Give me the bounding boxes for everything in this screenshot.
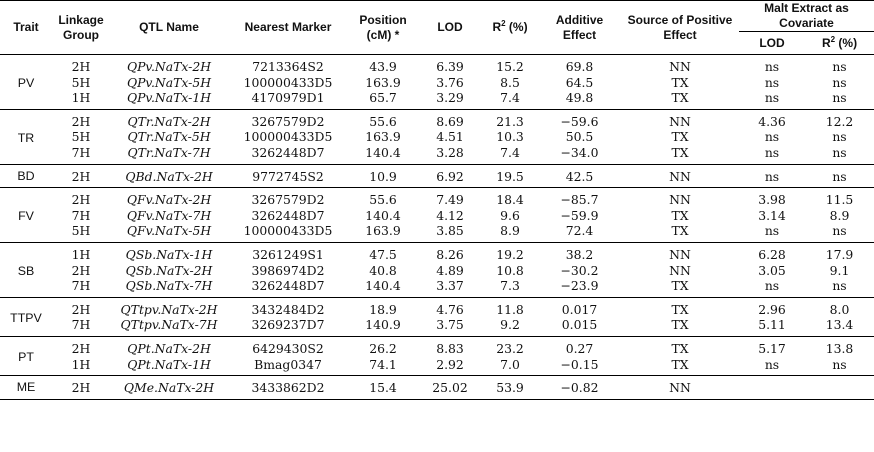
lod-cell: 4.89 [436,262,464,278]
source-cell: TX [671,144,689,160]
me-r2-cell: ns [832,278,847,294]
trait-group [0,242,874,297]
me-r2-cell: 12.2 [825,113,854,129]
position-cell: 163.9 [365,223,401,239]
trait-cell: FV [18,209,34,224]
linkage-group-cell: 5H [71,74,91,90]
me-lod-cell: ns [764,59,780,74]
me-lod-cell: ns [764,90,780,106]
source-cell: NN [669,246,691,262]
source-cell: NN [669,262,691,278]
table-row [0,164,874,188]
table-row [0,208,874,224]
me-r2-cell: ns [832,144,847,160]
lod-cell: 3.85 [436,223,464,239]
qtl-name-cell: QBd.NaTx-2H [125,168,213,184]
r2-cell: 23.2 [496,340,524,356]
lod-cell: 8.69 [436,113,464,129]
lod-cell: 3.28 [436,144,464,160]
me-r2-cell: 9.1 [829,262,850,278]
linkage-group-cell: 2H [71,340,91,356]
header-me-lod: LOD [759,35,785,50]
nearest-marker-cell: 100000433D5 [243,74,333,90]
position-cell: 55.6 [369,113,397,129]
nearest-marker-cell: Bmag0347 [254,356,322,372]
nearest-marker-cell: 4170979D1 [251,90,325,106]
r2-cell: 19.5 [496,168,524,184]
r2-cell: 9.2 [500,317,520,333]
linkage-group-cell: 7H [71,207,91,223]
linkage-group-cell: 2H [71,59,91,74]
table-row [0,317,874,336]
table-row [0,109,874,129]
qtl-name-cell: QFv.NaTx-5H [126,223,212,239]
table-row [0,55,874,75]
qtl-name-cell: QSb.NaTx-1H [125,246,213,262]
trait-cell: PT [18,350,34,365]
r2-cell: 7.0 [500,356,520,372]
table-row [0,376,874,400]
r2-cell: 7.4 [500,90,520,106]
qtl-name-cell: QTr.NaTx-2H [127,113,211,129]
lod-cell: 3.76 [436,74,464,90]
table-header [0,1,874,55]
position-cell: 10.9 [369,168,397,184]
me-lod-cell: ns [764,223,780,239]
lod-cell: 4.12 [436,207,464,223]
me-lod-cell: 5.17 [758,340,786,356]
position-cell: 140.4 [365,144,401,160]
me-r2-cell: 13.8 [825,340,854,356]
trait-group [0,188,874,243]
me-lod-cell: ns [764,74,780,90]
me-lod-cell: ns [764,129,780,145]
position-cell: 40.8 [369,262,397,278]
nearest-marker-cell: 6429430S2 [252,340,324,356]
me-r2-cell: 11.5 [825,192,854,208]
qtl-name-cell: QPt.NaTx-2H [127,340,211,356]
qtl-name-cell: QSb.NaTx-2H [125,262,213,278]
trait-cell: BD [17,168,35,183]
nearest-marker-cell: 3432484D2 [251,301,325,317]
trait-group [0,164,874,188]
source-cell: TX [671,207,689,223]
linkage-group-cell: 7H [71,317,91,333]
lod-cell: 7.49 [436,192,464,208]
source-cell: TX [671,223,689,239]
additive-effect-cell: 49.8 [565,90,594,106]
r2-cell: 7.4 [500,144,520,160]
qtl-name-cell: QPv.NaTx-2H [126,59,212,74]
trait-cell: PV [17,76,35,91]
position-cell: 163.9 [365,129,401,145]
nearest-marker-cell: 3267579D2 [251,113,325,129]
r2-cell: 21.3 [496,113,524,129]
header-lod: LOD [437,20,463,34]
nearest-marker-cell: 3433862D2 [251,380,325,396]
additive-effect-cell: 0.27 [565,340,594,356]
r2-cell: 15.2 [496,59,524,74]
me-r2-cell: 8.0 [829,301,850,317]
me-r2-cell: ns [832,223,847,239]
position-cell: 74.1 [369,356,397,372]
me-r2-cell: 17.9 [825,246,854,262]
header-linkage-group: Linkage Group [58,12,104,42]
me-r2-cell: ns [832,90,847,106]
me-lod-cell: ns [764,168,780,184]
lod-cell: 3.29 [436,90,464,106]
additive-effect-cell: 0.015 [561,317,598,333]
lod-cell: 3.37 [436,278,464,294]
me-lod-cell: 3.14 [758,207,786,223]
additive-effect-cell: −85.7 [560,192,599,208]
additive-effect-cell: −0.82 [560,380,599,396]
qtl-name-cell: QPv.NaTx-5H [126,74,212,90]
position-cell: 55.6 [369,192,397,208]
trait-cell: SB [17,264,35,279]
me-lod-cell: 3.98 [758,192,786,208]
position-cell: 43.9 [369,59,397,74]
header-qtl-name: QTL Name [139,20,199,34]
lod-cell: 6.92 [436,168,464,184]
header-me-r2: $R^2$ (%) [821,34,858,50]
header-nearest-marker: Nearest Marker [244,20,332,34]
source-cell: TX [671,301,689,317]
linkage-group-cell: 2H [71,301,91,317]
trait-group [0,376,874,400]
position-cell: 26.2 [369,340,397,356]
lod-cell: 6.39 [436,59,464,74]
header-source: Source of Positive Effect [627,12,733,42]
table-row [0,242,874,262]
r2-cell: 10.3 [496,129,524,145]
nearest-marker-cell: 3267579D2 [251,192,325,208]
source-cell: TX [671,317,689,333]
table-row [0,223,874,242]
header-position: Position (cM) * [359,12,407,42]
me-lod-cell: 6.28 [758,246,786,262]
position-cell: 140.4 [365,207,401,223]
me-r2-cell: 8.9 [829,207,850,223]
linkage-group-cell: 7H [71,144,91,160]
r2-cell: 19.2 [496,246,524,262]
nearest-marker-cell: 100000433D5 [243,129,333,145]
r2-cell: 11.8 [496,301,524,317]
additive-effect-cell: −59.6 [560,113,599,129]
trait-group [0,109,874,164]
table-row [0,145,874,164]
additive-effect-cell: −30.2 [560,262,599,278]
nearest-marker-cell: 9772745S2 [252,168,324,184]
qtl-name-cell: QTtpv.NaTx-2H [120,301,218,317]
me-lod-cell: 3.05 [758,262,786,278]
me-lod-cell [739,376,805,400]
additive-effect-cell: 38.2 [565,246,594,262]
header-additive-effect: Additive Effect [555,12,604,42]
source-cell: NN [669,113,691,129]
nearest-marker-cell: 7213364S2 [252,59,324,74]
source-cell: NN [669,192,691,208]
lod-cell: 3.75 [436,317,464,333]
source-cell: NN [669,380,691,396]
r2-cell: 18.4 [496,192,524,208]
me-r2-cell: ns [832,129,847,145]
r2-cell: 7.3 [500,278,520,294]
r2-cell: 9.6 [500,207,520,223]
linkage-group-cell: 2H [71,262,91,278]
source-cell: TX [671,340,689,356]
linkage-group-cell: 5H [71,129,91,145]
linkage-group-cell: 2H [71,113,91,129]
lod-cell: 25.02 [432,380,468,396]
position-cell: 140.4 [365,278,401,294]
table-row [0,297,874,317]
linkage-group-cell: 1H [71,246,91,262]
additive-effect-cell: −0.15 [560,356,599,372]
additive-effect-cell: 72.4 [565,223,594,239]
lod-cell: 2.92 [436,356,464,372]
linkage-group-cell: 1H [71,356,91,372]
source-cell: TX [671,278,689,294]
linkage-group-cell: 2H [71,380,91,396]
me-lod-cell: 2.96 [758,301,786,317]
table-row [0,188,874,208]
qtl-name-cell: QFv.NaTx-7H [126,207,212,223]
table-row [0,263,874,279]
lod-cell: 8.26 [436,246,464,262]
position-cell: 65.7 [369,90,397,106]
table-row [0,129,874,145]
additive-effect-cell: 69.8 [565,59,594,74]
header-trait: Trait [13,20,39,34]
r2-cell: 53.9 [496,380,524,396]
me-lod-cell: ns [764,278,780,294]
trait-group [0,336,874,375]
source-cell: NN [669,168,691,184]
table-row [0,90,874,109]
source-cell: TX [671,356,689,372]
table-row [0,75,874,91]
r2-cell: 10.8 [496,262,524,278]
linkage-group-cell: 7H [71,278,91,294]
linkage-group-cell: 2H [71,192,91,208]
additive-effect-cell: 64.5 [565,74,594,90]
additive-effect-cell: −34.0 [560,144,599,160]
nearest-marker-cell: 3262448D7 [251,278,325,294]
qtl-name-cell: QPt.NaTx-1H [127,356,211,372]
lod-cell: 4.76 [436,301,464,317]
additive-effect-cell: −59.9 [560,207,599,223]
me-r2-cell: 13.4 [825,317,854,333]
qtl-name-cell: QFv.NaTx-2H [126,192,212,208]
nearest-marker-cell: 100000433D5 [243,223,333,239]
source-cell: TX [671,74,689,90]
trait-group [0,55,874,110]
position-cell: 163.9 [365,74,401,90]
qtl-name-cell: QTtpv.NaTx-7H [120,317,218,333]
position-cell: 140.9 [365,317,401,333]
additive-effect-cell: 0.017 [561,301,598,317]
linkage-group-cell: 5H [71,223,91,239]
source-cell: TX [671,90,689,106]
qtl-name-cell: QMe.NaTx-2H [123,380,215,396]
source-cell: TX [671,129,689,145]
me-r2-cell: ns [832,59,847,74]
nearest-marker-cell: 3262448D7 [251,144,325,160]
lod-cell: 4.51 [436,129,464,145]
linkage-group-cell: 2H [71,168,91,184]
me-lod-cell: 4.36 [758,113,786,129]
qtl-name-cell: QPv.NaTx-1H [126,90,212,106]
r2-cell: 8.5 [500,74,520,90]
position-cell: 15.4 [369,380,397,396]
me-r2-cell: ns [832,74,847,90]
trait-cell: ME [16,380,36,395]
additive-effect-cell: 50.5 [565,129,594,145]
lod-cell: 8.83 [436,340,464,356]
me-lod-cell: 5.11 [758,317,786,333]
me-lod-cell: ns [764,144,780,160]
r2-cell: 8.9 [500,223,520,239]
nearest-marker-cell: 3261249S1 [252,246,324,262]
additive-effect-cell: 42.5 [565,168,594,184]
linkage-group-cell: 1H [71,90,91,106]
qtl-name-cell: QTr.NaTx-5H [127,129,211,145]
header-r2: $R^2$ (%) [492,19,528,34]
position-cell: 47.5 [369,246,397,262]
position-cell: 18.9 [369,301,397,317]
trait-group [0,297,874,336]
nearest-marker-cell: 3986974D2 [251,262,325,278]
source-cell: NN [669,59,691,74]
table-row [0,336,874,356]
nearest-marker-cell: 3269237D7 [251,317,325,333]
table-row [0,278,874,297]
trait-cell: TTPV [10,311,42,326]
additive-effect-cell: −23.9 [560,278,599,294]
header-malt-extract: Malt Extract as Covariate [739,1,874,32]
trait-cell: TR [17,130,35,145]
me-r2-cell: ns [832,168,847,184]
nearest-marker-cell: 3262448D7 [251,207,325,223]
me-lod-cell: ns [764,356,780,372]
me-r2-cell: ns [832,356,847,372]
qtl-name-cell: QTr.NaTx-7H [127,144,211,160]
me-r2-cell [805,376,874,400]
table-row [0,357,874,376]
qtl-name-cell: QSb.NaTx-7H [125,278,213,294]
